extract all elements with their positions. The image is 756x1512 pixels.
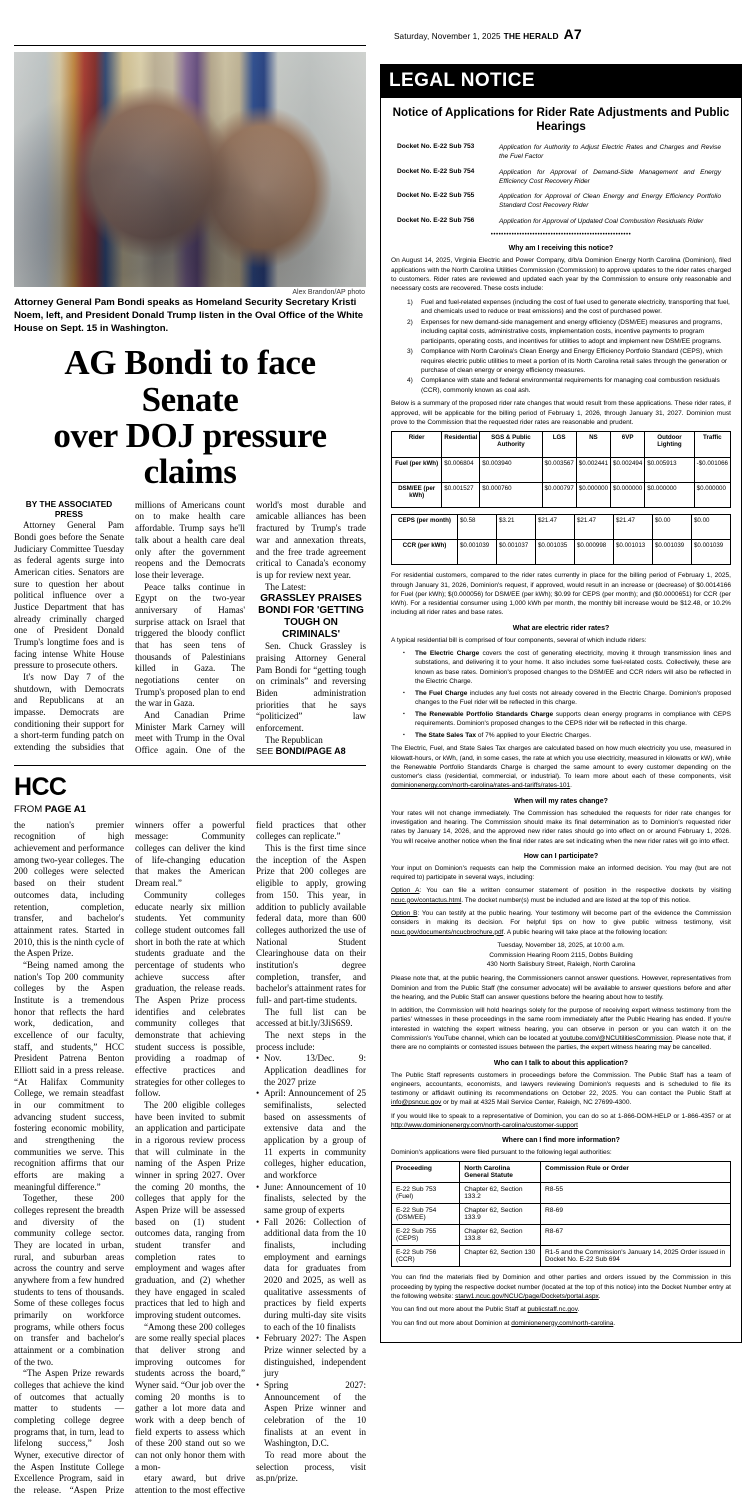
option-a-label: Option A	[391, 887, 420, 895]
article-paragraph: Sen. Chuck Grassley is praising Attorney General Pam Bondi for “getting tough on criminals” and reversing Biden administration priorities that he says “politicized” law enforcement.	[256, 641, 366, 733]
row-label: DSM/EE (per kWh)	[392, 483, 442, 508]
article-photo	[14, 52, 366, 287]
cell: E-22 Sub 754 (DSM/EE)	[392, 1204, 460, 1225]
cell: R8-55	[541, 1183, 731, 1204]
dominion-more-paragraph	[391, 1319, 731, 1328]
cell: Chapter 62, Section 133.8	[460, 1225, 541, 1246]
section-heading-what: What are electric rider rates?	[512, 624, 610, 632]
final-text-2b: .	[577, 1306, 580, 1314]
cell: $0.000000	[576, 483, 610, 508]
table-row	[392, 483, 731, 508]
article-paragraph: And Canadian Prime Minister Mark Carney will meet with Trump in the Oval Office again. One of the world's most durable and amicable alliances has been fractured by Trump's trade war and annexation threats, and the free trade agreement critical to Canada's economy is up for review next year.	[135, 499, 366, 755]
cell: $0.002441	[576, 458, 610, 483]
table-row	[392, 1225, 731, 1246]
hearing-note: Please note that, at the public hearing, the Commissioners cannot answer questions. However, representatives from Dominion and from the Public Staff (the consumer advocate) will be available to answer questions before and after the hearing, and the Public Staff can answer questions before the hearing about how to testify.	[391, 975, 731, 1001]
article-byline: BY THE ASSOCIATED PRESS	[25, 499, 113, 520]
jump-closing: To read more about the selection process, visit as.pn/prize.	[256, 1450, 366, 1484]
cell: $21.47	[574, 515, 613, 540]
photo-caption: Attorney General Pam Bondi speaks as Homeland Security Secretary Kristi Noem, left, and President Donald Trump listen in the Oval Office of the White House on Sept. 15 in Washington.	[14, 297, 364, 334]
column-header: NS	[576, 432, 610, 458]
cell: R8-69	[541, 1204, 731, 1225]
list-item: • June: Announcement of 10 finalists, selected by the same group of experts	[256, 1182, 366, 1217]
cell: $0.58	[457, 515, 496, 540]
what-closing-text: The Electric, Fuel, and State Sales Tax charges are calculated based on how much electricity you use, measured in kilowatt-hours, or kWh, (and, in some cases, the rate at which you use electricity, measured in kilowatts or kW), while the Renewable Portfolio Standards Charge is charged the same amount to every customer depending on the customer's class (residential, commercial, or industrial). To learn more about each of these components, visit	[391, 745, 731, 781]
rider-rate-table-1	[391, 431, 731, 508]
cell: E-22 Sub 755 (CEPS)	[392, 1225, 460, 1246]
legal-notice-content	[381, 98, 741, 1342]
expert-text-2: . Please note that, if there are no complaints or contested issues between the parties, the expert witness hearing may be cancelled.	[391, 1034, 731, 1052]
cell: $0.003567	[542, 458, 576, 483]
jump-paragraph: The full list can be accessed at bit.ly/3JiS6S9.	[256, 1006, 366, 1029]
expert-text-1: In addition, the Commission will hold hearings solely for the purpose of receiving expert witness testimony from the parties' witnesses in these proceedings in the same room immediately after the Public Hearing has ended. If you're interested in watching the expert witness hearing, you can observe in person or you can watch it on the Commission's YouTube channel, which can be located at	[391, 1007, 731, 1042]
list-item-text: Compliance with state and federal environmental requirements for managing coal combustion residuals (CCR), commonly known as coal ash.	[421, 377, 720, 394]
dominion-support-link[interactable]: http://www.dominionenergy.com/north-carolina/customer-support	[391, 1121, 578, 1129]
final-text-3: You can find out more about Dominion at	[391, 1319, 512, 1327]
cell: R8-67	[541, 1225, 731, 1246]
cell: $0.001527	[442, 483, 480, 508]
row-label: Fuel (per kWh)	[392, 458, 442, 483]
cell: $0.001013	[613, 540, 652, 565]
list-item: 1) Fuel and fuel-related expenses (including the cost of fuel used to generate electricity, transporting that fuel, and chemicals used to reduce or treat emissions) and the cost of purchased power.	[407, 298, 730, 316]
cell: $0.000797	[542, 483, 576, 508]
cell: E-22 Sub 753 (Fuel)	[392, 1183, 460, 1204]
column-header: Outdoor Lighting	[645, 432, 694, 458]
charge-components-list	[391, 649, 731, 740]
column-header: LGS	[542, 432, 576, 458]
option-b-label: Option B	[391, 909, 418, 917]
jump-paragraph: “Being named among the nation's Top 200 community colleges by the Aspen Institute is a tremendous honor that reflects the hard work, dedication, and excellence of our faculty, staff, and students,” HCC President Patrena Benton Elliott said in a press release. “At Halifax Community College, we remain steadfast in our commitment to advancing student success, fostering economic mobility, and strengthening the communities we serve. This recognition affirms that our efforts are making a meaningful difference.”	[14, 959, 124, 1192]
table-row	[392, 458, 731, 483]
hearing-room: Commission Hearing Room 2115, Dobbs Building	[489, 951, 633, 959]
docket-row	[391, 143, 731, 161]
masthead	[14, 0, 742, 45]
jump-from-line[interactable]	[14, 804, 366, 815]
ncuc-contact-link[interactable]: ncuc.gov/contactus.html	[391, 896, 462, 904]
why-summary-paragraph: Below is a summary of the proposed rider rate changes that would result from these applications. These rider rates, if approved, will be applicable for the billing period of February 1, 2026, through January 31, 2027. Dominion must prove to the Commission that the requested rider rates are reasonable and prudent.	[391, 400, 731, 426]
list-item: 3) Compliance with North Carolina's Clean Energy and Energy Efficiency Portfolio Standard (CEPS), which requires electric public utilities to meet a portion of its North Carolina retail sales through the generation or purchase of clean energy or energy efficiency measures.	[407, 348, 728, 374]
cell: $0.001039	[457, 540, 496, 565]
cell: -$0.001066	[694, 458, 730, 483]
who-text-2: or by mail at 4325 Mail Service Center, Raleigh, NC 27699-4300.	[441, 1099, 632, 1107]
final-text-1: You can find the materials filed by Dominion and other parties and orders issued by the Commission in this proceeding by typing the respective docket number (located at the top of this notice) into the Docket Number entry at the following website:	[391, 1274, 731, 1301]
ncuc-portal-link[interactable]: starw1.ncuc.gov/NCUC/page/Dockets/portal.aspx	[455, 1293, 599, 1301]
docket-lookup-paragraph	[391, 1273, 731, 1301]
article-paragraph: It's now Day 7 of the shutdown, with Democrats and Republicans at an impasse. Democrats are conditioning their support for a short-term funding patch on extending the subsidies that millions of Americans count on to make health care affordable. Trump says he'll talk about a health care deal only after the government reopens and the Democrats lose their leverage.	[14, 499, 245, 753]
hearing-datetime: Tuesday, November 18, 2025, at 10:00 a.m.	[497, 941, 625, 949]
component-desc: includes any fuel costs not already covered in the Electric Charge. Dominion's proposed changes to the Fuel rider will be reflected in this charge.	[415, 689, 731, 707]
section-heading-more: Where can I find more information?	[502, 1137, 620, 1145]
list-item	[391, 710, 731, 729]
cell: $0.000000	[694, 483, 730, 508]
article-paragraph: Attorney General Pam Bondi goes before the Senate Judiciary Committee Tuesday as federal agents surge into American cities. Senators are sure to question her about political influence over a Justice Department that has already criminally charged one of President Donald Trump's longtime foes and is facing intense White House pressure to prosecute others.	[14, 520, 124, 671]
cell: $0.000000	[611, 483, 645, 508]
option-a-text-2: . The docket number(s) must be included and are listed at the top of this notice.	[461, 896, 691, 904]
left-column	[14, 46, 366, 1497]
cell: $0.00	[691, 515, 730, 540]
option-a-paragraph	[391, 886, 731, 905]
cell: Chapter 62, Section 130	[460, 1246, 541, 1267]
rate-comparison-paragraph: For residential customers, compared to the rider rates currently in place for the billing period of February 1, 2025, through January 31, 2026, Dominion's request, if approved, would result in an increase or (decrease) of $0.0014166 for Fuel (per kWh); $(0.000056) for DSM/EE (per kWh); $0.99 for CEPS (per month); and ($0.0000651) for CCR (per kWh). For a residential consumer using 1,000 kWh per month, the monthly bill increase would be $12.48, or 10.2% including all rider rates and base rates.	[391, 572, 731, 617]
masthead-page-number: A7	[563, 26, 582, 42]
jump-steps-list	[256, 1053, 366, 1450]
column-header: Traffic	[694, 432, 730, 458]
column-header: Commission Rule or Order	[541, 1162, 731, 1183]
final-text-2: You can find out more about the Public Staff at	[391, 1306, 528, 1314]
jump-paragraph: “The Aspen Prize rewards colleges that achieve the kind of outcomes that actually matter to students — completing college degree programs that, in turn, lead to lifelong success,” Josh Wyner, executive director of the Aspen Institute College Excellence Program, said in the release. “Aspen Prize winners offer a powerful message: Community colleges can deliver the kind of life-changing education that makes the American Dream real.”	[14, 819, 245, 1496]
list-item: • February 2027: The Aspen Prize winner selected by a distinguished, independent jury	[256, 1333, 366, 1380]
column-header: Proceeding	[392, 1162, 460, 1183]
cell: $21.47	[613, 515, 652, 540]
from-prefix: FROM	[14, 803, 45, 815]
docket-number: Docket No. E-22 Sub 753	[397, 142, 475, 150]
dominion-nc-link[interactable]: dominionenergy.com/north-carolina	[511, 1319, 614, 1327]
list-item	[391, 649, 731, 687]
column-header: Residential	[442, 432, 480, 458]
row-label: CCR (per kWh)	[392, 540, 458, 565]
docket-number: Docket No. E-22 Sub 754	[397, 167, 475, 175]
jump-paragraph: This is the first time since the inception of the Aspen Prize that 200 colleges are eligible to apply, growing from 150. This year, in addition to publicly available federal data, more than 600 colleges authorized the use of National Student Clearinghouse data on their institution's degree completion, transfer, and bachelor's attainment rates for full- and part-time students.	[256, 843, 366, 1005]
ncuc-brochure-link[interactable]: ncuc.gov/documents/ncucbrochure.pdf	[391, 928, 504, 936]
cell: $0.001039	[691, 540, 730, 565]
table-header-row	[392, 1162, 731, 1183]
publicstaff-link[interactable]: publicstaff.nc.gov	[527, 1306, 578, 1314]
period: .	[570, 782, 572, 790]
table-row	[392, 515, 731, 540]
article-body	[14, 500, 366, 758]
list-item: • Fall 2026: Collection of additional data from the 10 finalists, including employment and earnings data for graduates from 2020 and 2025, as well as qualitative assessments of practices by field experts during multi-day site visits to each of the 10 finalists	[256, 1217, 366, 1334]
docket-description: Application for Approval of Updated Coal Combustion Residuals Rider	[499, 217, 704, 225]
table-header-row	[392, 432, 731, 458]
masthead-info	[394, 26, 582, 42]
section-heading-participate: How can I participate?	[523, 852, 599, 860]
who2-text-1: If you would like to speak to a representative of Dominion, you can do so at 1-866-DOM-HELP or 1-866-4357 or at	[391, 1112, 731, 1120]
rider-rate-table-2	[391, 514, 731, 565]
legal-notice-title: Notice of Applications for Rider Rate Adjustments and Public Hearings	[392, 106, 730, 133]
jump-process-intro: The next steps in the process include:	[256, 1029, 366, 1052]
list-item: 4) Compliance with state and federal environmental requirements for managing coal combustion residuals (CCR), commonly known as coal ash.	[407, 377, 720, 394]
rates-101-link[interactable]: dominionenergy.com/north-carolina/rates-and-tariffs/rates-101	[391, 782, 571, 790]
cell: $0.00	[652, 515, 691, 540]
page-title	[14, 345, 366, 491]
photo-credit: Alex Brandon/AP photo	[292, 289, 365, 296]
section-heading-who: Who can I talk to about this application?	[493, 1059, 629, 1067]
participate-paragraph: Your input on Dominion's requests can help the Commission make an informed decision. You may (but are not required to) participate in several ways, including:	[391, 864, 731, 882]
jump-paragraph: Together, these 200 colleges represent the breadth and diversity of the community college sector. They are located in urban, rural, and suburban areas across the country and serve anywhere from a few hundred students to tens of thousands. Some of these colleges focus primarily on workforce programs, while others focus on transfer and bachelor's attainment or a combination of the two.	[14, 1193, 124, 1367]
list-item: • Spring 2027: Announcement of the Aspen Prize winner and celebration of the 10 finalists at an event in Washington, D.C.	[256, 1380, 366, 1450]
list-item	[391, 689, 731, 708]
jump-paragraph: The 200 eligible colleges have been invited to submit an application and participate in a rigorous review process that will culminate in the naming of the Aspen Prize winner in spring 2027. Over the coming 20 months, the colleges that apply for the Aspen Prize will be assessed based on (1) student outcomes data, ranging from student transfer and completion rates to employment and wages after graduation, and (2) whether they have engaged in scaled practices that led to high and improving student outcomes.	[135, 1099, 245, 1321]
article-paragraph: The Republican	[265, 734, 323, 745]
who-text-1: The Public Staff represents customers in proceedings before the Commission. The Public Staff has a team of engineers, accountants, economists, and lawyers reviewing Dominion's requests and is scheduled to file its testimony or affidavit outlining its recommendations on October 22, 2025. You can contact the Public Staff at	[391, 1071, 731, 1098]
hearing-details	[391, 941, 731, 970]
final-text-1b: .	[598, 1293, 601, 1301]
continuation-line[interactable]	[256, 746, 366, 758]
cell: $0.000760	[480, 483, 542, 508]
masthead-date: Saturday, November 1, 2025	[394, 32, 501, 41]
why-paragraph: On August 14, 2025, Virginia Electric and Power Company, d/b/a Dominion Energy North Carolina (Dominion), filed applications with the North Carolina Utilities Commission (Commission) to approve updates to the rider rates charged to customers. Rider rates are reviewed and updated each year by the Commission to ensure only reasonable and necessary costs are recovered. These costs include:	[391, 257, 731, 293]
jump-story-title: HCC	[14, 772, 67, 801]
list-item: 2) Expenses for new demand-side management and energy efficiency (DSM/EE) measures and programs, including capital costs, administrative costs, implementation costs, incentive payments to program participants, operating costs, and incentives for utilities to adopt and implement new DSM/EE programs.	[407, 318, 723, 345]
headline-line-2: over DOJ pressure claims	[53, 416, 327, 492]
jump-story-body	[14, 820, 366, 1497]
jump-paragraph: the nation's premier recognition of high achievement and performance among two-year colleges. The 200 colleges were selected based on their student outcomes data, including retention, completion, transfer, and bachelor's attainment rates. Started in 2010, this is the ninth cycle of the Aspen Prize.	[14, 819, 124, 959]
list-item-text: Fuel and fuel-related expenses (including the cost of fuel used to generate electricity, transporting that fuel, and chemicals used to reduce or treat emissions) and the cost of purchased power.	[421, 298, 730, 316]
table-row	[392, 1183, 731, 1204]
why-items-list	[391, 298, 731, 396]
see-prefix: SEE	[256, 746, 276, 757]
column-header: 6VP	[611, 432, 645, 458]
component-name: The State Sales Tax	[415, 731, 477, 739]
headline-line-1: AG Bondi to face Senate	[64, 343, 316, 419]
public-staff-more-paragraph	[391, 1305, 731, 1314]
docket-description: Application for Approval of Clean Energy and Energy Efficiency Portfolio Standard Cost Recovery Rider	[499, 193, 721, 210]
list-item: • Nov. 13/Dec. 9: Application deadlines for the 2027 prize	[256, 1053, 366, 1088]
table-row	[392, 1204, 731, 1225]
legal-authorities-table	[391, 1161, 731, 1267]
option-b-text-2: . A public hearing will take place at the following location:	[503, 928, 668, 936]
what-closing-paragraph	[391, 744, 731, 790]
public-staff-email-link[interactable]: info@psncuc.gov	[391, 1099, 442, 1107]
cell: Chapter 62, Section 133.2	[460, 1183, 541, 1204]
component-desc: covers the cost of generating electricity, moving it through transmission lines and substations, and delivering it to your home. It also includes some fuel-related costs. Collectively, these are known as base rates. Dominion's proposed changes to the DSM/EE and CCR riders will also be reflected in the Electric Charge.	[415, 649, 732, 686]
docket-row	[391, 168, 731, 186]
list-item-text: Expenses for new demand-side management and energy efficiency (DSM/EE) measures and programs, including capital costs, administrative costs, implementation costs, incentive payments to program participants, operating costs, and incentives for utilities to adopt and implement new DSM/EE programs.	[421, 318, 723, 345]
section-heading-why: Why am I receiving this notice?	[508, 245, 614, 253]
section-divider	[14, 765, 366, 766]
article-paragraph: The Latest:	[265, 581, 307, 592]
column-header: Rider	[392, 432, 442, 458]
column-header: North Carolina General Statute	[460, 1162, 541, 1183]
table-row	[392, 1246, 731, 1267]
masthead-paper-name: THE HERALD	[503, 31, 559, 41]
what-intro: A typical residential bill is comprised of four components, several of which include riders:	[391, 636, 647, 644]
page-body	[0, 46, 756, 1497]
table-row	[392, 540, 731, 565]
docket-number: Docket No. E-22 Sub 756	[397, 216, 475, 224]
row-label: CEPS (per month)	[392, 515, 458, 540]
list-item-text: Compliance with North Carolina's Clean Energy and Energy Efficiency Portfolio Standard (CEPS), which requires electric public utilities to meet a portion of its North Carolina retail sales through the generation or purchase of clean energy or energy efficiency measures.	[421, 348, 728, 374]
docket-row	[391, 217, 731, 226]
cell: $0.005913	[645, 458, 694, 483]
option-b-text: : You can testify at the public hearing. Your testimony will become part of the evidence the Commission considers in making its decision. For helpful tips on how to give public witness testimony, visit	[391, 909, 731, 927]
option-b-paragraph	[391, 909, 731, 937]
cell: $0.001037	[496, 540, 535, 565]
list-item	[391, 731, 731, 740]
article-subhead: GRASSLEY PRAISES BONDI FOR 'GETTING TOUGH ON CRIMINALS'	[258, 593, 364, 641]
component-desc: supports clean energy programs in compliance with CEPS requirements. Dominion's proposed changes to the CEPS rider will be reflected in this charge.	[415, 710, 731, 728]
cell: $0.001035	[535, 540, 574, 565]
final-text-3b: .	[613, 1319, 616, 1327]
component-name: The Fuel Charge	[415, 689, 468, 697]
youtube-link[interactable]: youtube.com/@NCUtilitiesCommission	[559, 1034, 673, 1042]
cell: $0.006804	[442, 458, 480, 483]
hearing-address: 430 North Salisbury Street, Raleigh, North Carolina	[486, 961, 636, 969]
legal-notice-banner: LEGAL NOTICE	[381, 65, 741, 98]
cell: $0.000000	[645, 483, 694, 508]
cell: $0.003940	[480, 458, 542, 483]
jump-paragraph: “Among these 200 colleges are some really special places that deliver strong and improving outcomes for students across the board,” Wyner said. “Our job over the coming 20 months is to gather a lot more data and work with a deep bench of field experts to assess which of these 200 stand out so we can not only honor them with a mon-	[135, 1321, 245, 1472]
docket-description: Application for Authority to Adjust Electric Rates and Charges and Revise the Fuel Factor	[499, 143, 721, 160]
column-header: SGS & Public Authority	[480, 432, 542, 458]
cell: Chapter 62, Section 133.9	[460, 1204, 541, 1225]
option-a-text: : You can file a written consumer statement of position in the respective dockets by visiting	[419, 887, 731, 895]
expert-hearing-paragraph	[391, 1006, 731, 1052]
jump-paragraph: etary award, but drive attention to the most effective field practices that other colleges can replicate.”	[135, 819, 366, 1496]
dotted-separator: ••••••••••••••••••••••••••••••••••••••••••••••••••••••	[490, 232, 632, 239]
article-paragraph: Peace talks continue in Egypt on the two-year anniversary of Hamas' surprise attack on Israel that triggered the bloody conflict that has seen tens of thousands of Palestinians killed in Gaza. The negotiations center on Trump's proposed plan to end the war in Gaza.	[135, 581, 245, 709]
docket-list	[391, 143, 731, 226]
more-intro: Dominion's applications were filed pursuant to the following legal authorities:	[391, 1149, 612, 1157]
dominion-contact-paragraph	[391, 1112, 731, 1131]
jump-paragraph: Community colleges educate nearly six million students. Yet community college student outcomes fall short in both the rate at which students graduate and the percentage of students who achieve success after graduation, the release reads. The Aspen Prize process identifies and celebrates community colleges that demonstrate that achieving student success is possible, providing a roadmap of effective practices and strategies for other colleges to follow.	[135, 889, 245, 1099]
list-item: • April: Announcement of 25 semifinalists, selected based on assessments of extensive data and the application by a group of 11 experts in community colleges, higher education, and workforce	[256, 1088, 366, 1181]
cell: E-22 Sub 756 (CCR)	[392, 1246, 460, 1267]
cell: $0.002494	[611, 458, 645, 483]
cell: R1-5 and the Commission's January 14, 2025 Order issued in Docket No. E-22 Sub 694	[541, 1246, 731, 1267]
component-name: The Renewable Portfolio Standards Charge	[415, 710, 554, 718]
component-name: The Electric Charge	[415, 649, 480, 657]
public-staff-paragraph	[391, 1071, 731, 1108]
legal-notice-box	[380, 64, 742, 1343]
from-target: PAGE A1	[44, 803, 86, 815]
cell: $0.001039	[652, 540, 691, 565]
docket-description: Application for Approval of Demand-Side Management and Energy Efficiency Cost Recovery Rider	[499, 168, 721, 185]
docket-row	[391, 192, 731, 210]
cell: $21.47	[535, 515, 574, 540]
section-heading-when: When will my rates change?	[514, 797, 608, 805]
cell: $3.21	[496, 515, 535, 540]
component-desc: of 7% applied to your Electric Charges.	[476, 731, 592, 739]
cell: $0.000998	[574, 540, 613, 565]
docket-number: Docket No. E-22 Sub 755	[397, 192, 475, 200]
right-column	[380, 46, 742, 1497]
when-paragraph: Your rates will not change immediately. The Commission has scheduled the requests for rider rate changes for investigation and hearing. The Commission should make its final determination as to Dominion's requested rider rates by January 14, 2026, and the approved new rider rates should go into effect on or around February 1, 2026. You will receive another notice when the final rider rates are set indicating when the new rider rates will go into effect.	[391, 809, 731, 845]
see-target: BONDI/PAGE A8	[275, 746, 346, 757]
